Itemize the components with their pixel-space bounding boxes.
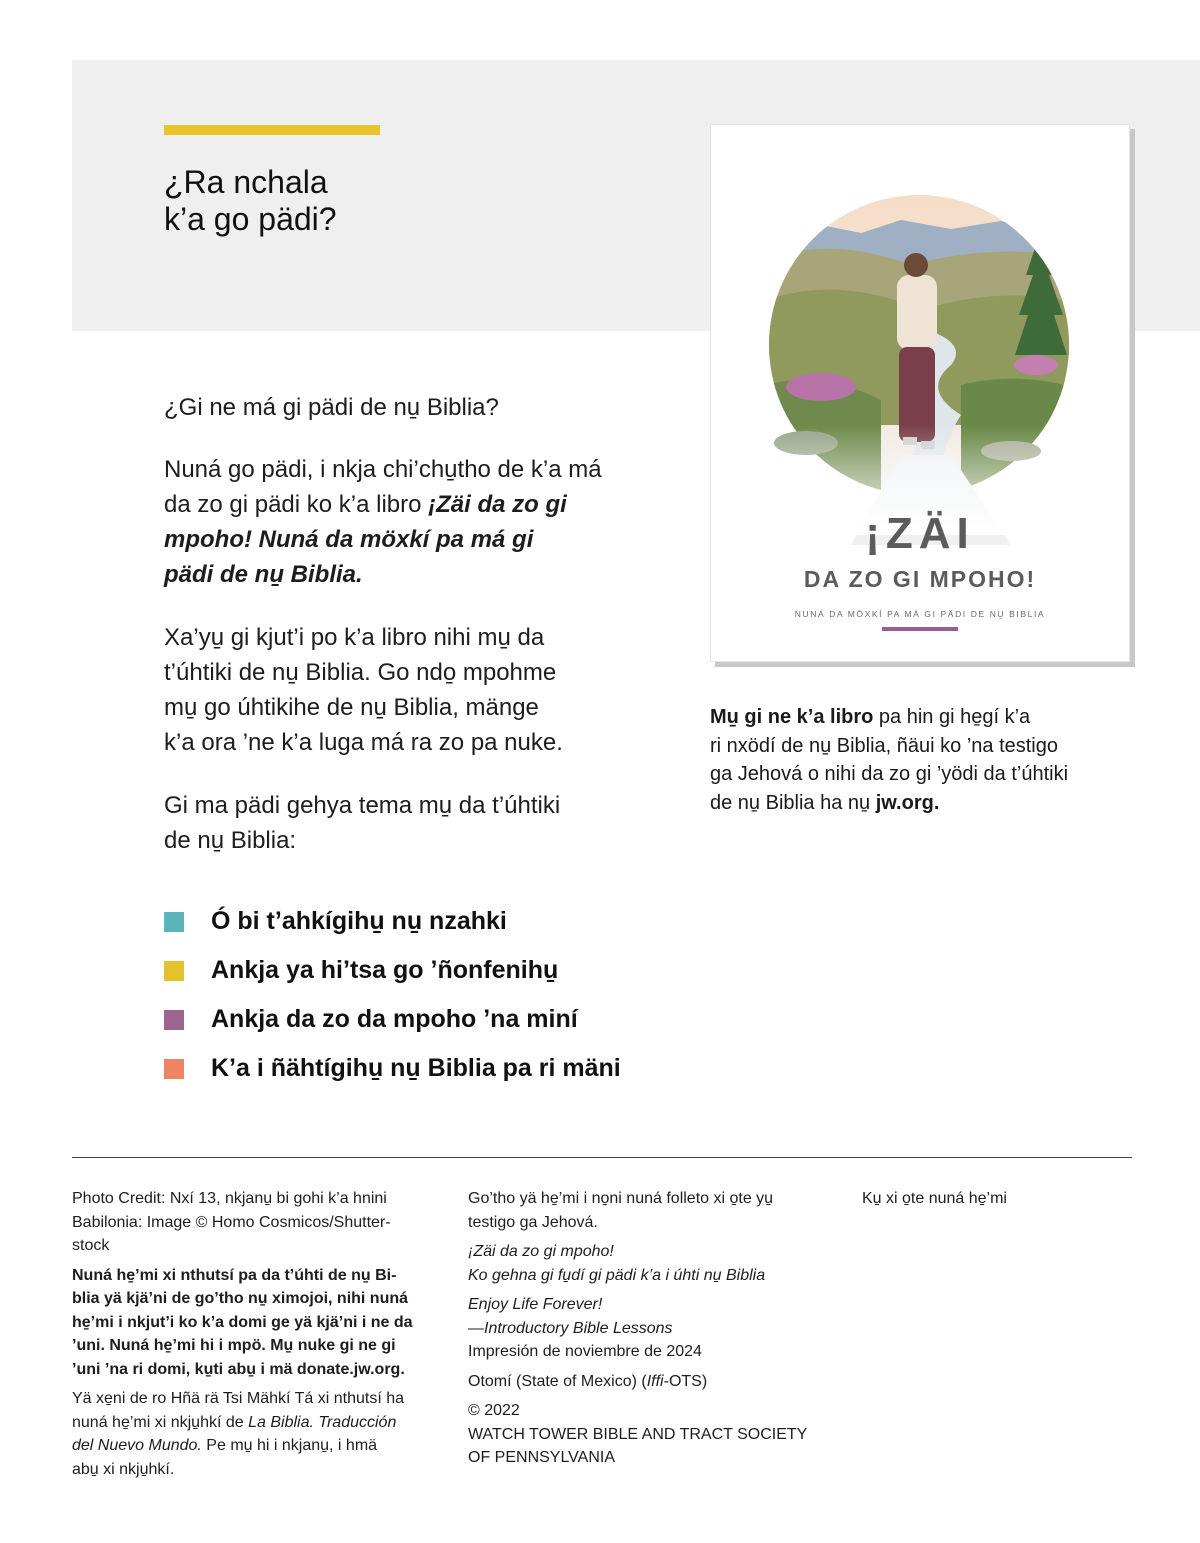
- cover-title-2: DA ZO GI MPOHO!: [803, 566, 1037, 592]
- bible-translation-note: [72, 1387, 442, 1481]
- donation-line: ’uni. Nuná he̱’mi hi i mpö. Mu̱ nuke gi ne gi: [72, 1337, 396, 1354]
- language-start: Otomí (State of Mexico) (: [468, 1372, 647, 1390]
- topic-label: K’a i ñähtígihu̱ nu̱ Biblia pa ri mäni: [211, 1054, 621, 1082]
- square-bullet-icon: [164, 1059, 184, 1079]
- caption-line-1-rest: pa hin gi he̱gí k’a: [873, 706, 1031, 728]
- footer-divider: [72, 1157, 1132, 1158]
- book-title-line: Ko gehna gi fu̱dí gi pädi k’a i úhti nu̱ Biblia: [468, 1266, 766, 1284]
- publisher-line: testigo ga Jehová.: [468, 1213, 598, 1231]
- english-title-line: —Introductory Bible Lessons: [468, 1319, 673, 1337]
- list-item: [164, 946, 621, 995]
- study-line-2: t’úhtiki de nu̱ Biblia. Go ndo̱ mpohme: [164, 659, 557, 686]
- study-line-4: k’a ora ’ne k’a luga má ra zo pa nuke.: [164, 729, 563, 756]
- caption-line-4-start: de nu̱ Biblia ha nu̱: [710, 791, 876, 814]
- donation-line: he̱’mi i nkjut’i ko k’a domi ge yä kjä’ni i ne da: [72, 1313, 413, 1331]
- intro-paragraph: [164, 452, 674, 592]
- topics-intro: [164, 788, 674, 858]
- study-line-1: Xa’yu̱ gi kjut’i po k’a libro nihi mu̱ da: [164, 624, 545, 651]
- square-bullet-icon: [164, 1010, 184, 1030]
- print-date: Impresión de noviembre de 2024: [468, 1343, 702, 1360]
- language-code: Iffi: [646, 1372, 664, 1390]
- cover-accent-rule: [882, 627, 958, 631]
- page-title: [164, 164, 337, 238]
- intro-line-2: da zo gi pädi ko k’a libro: [164, 491, 422, 518]
- book-title-english: [468, 1293, 838, 1364]
- cover-subtitle: NUNÁ DA MÖXKÍ PA MÁ GI PÄDI DE NU̱ BIBLIA: [794, 609, 1046, 619]
- photo-credit: [72, 1187, 442, 1258]
- copyright-line: © 2022: [468, 1402, 520, 1419]
- bible-title-b: del Nuevo Mundo.: [72, 1437, 202, 1454]
- distributor-note: Ku̱ xi o̱te nuná he̱’mi: [862, 1190, 1007, 1207]
- copyright: [468, 1399, 838, 1470]
- book-title-inline-1: ¡Zäi da zo gi: [428, 491, 567, 518]
- topic-list: [164, 897, 621, 1093]
- footer-column-2: [468, 1187, 838, 1476]
- study-line-3: mu̱ go úhtikihe de nu̱ Biblia, mänge: [164, 694, 539, 721]
- bible-title-a: La Biblia. Traducción: [248, 1413, 397, 1431]
- book-title-local: [468, 1240, 838, 1287]
- credit-line: Photo Credit: Nxí 13, nkjanu̱ bi gohi k’a hnini: [72, 1190, 387, 1207]
- caption-line-2: ri nxödí de nu̱ Biblia, ñäui ko ’na testigo: [710, 734, 1058, 757]
- credit-line: stock: [72, 1237, 110, 1254]
- title-line-1: ¿Ra nchala: [164, 164, 328, 200]
- caption-line-1: [710, 703, 1130, 732]
- cover-title: ¡ZÄI: [865, 509, 975, 558]
- credit-line: Babilonia: Image © Homo Cosmicos/Shutter-: [72, 1213, 391, 1231]
- topics-intro-line-1: Gi ma pädi gehya tema mu̱ da t’úhtiki: [164, 792, 561, 819]
- topic-label: Ó bi t’ahkígihu̱ nu̱ nzahki: [211, 907, 507, 935]
- book-title-inline-3: pädi de nu̱ Biblia.: [164, 561, 363, 588]
- topic-label: Ankja ya hi’tsa go ’ñonfenihu̱: [211, 956, 559, 984]
- book-title-line: ¡Zäi da zo gi mpoho!: [468, 1243, 614, 1260]
- intro-line-1: Nuná go pädi, i nkja chi’chu̱tho de k’a má: [164, 456, 602, 483]
- english-title-line: Enjoy Life Forever!: [468, 1296, 603, 1313]
- copyright-line: OF PENNSYLVANIA: [468, 1449, 615, 1466]
- publisher-line: Go’tho yä he̱’mi i no̱ni nuná folleto xi o̱te yu̱: [468, 1190, 774, 1207]
- donation-line: Nuná he̱’mi xi nthutsí pa da t’úhti de nu̱ Bi-: [72, 1266, 397, 1284]
- bible-line: Yä xe̱ni de ro Hñä rä Tsi Mähkí Tá xi nthutsí ha: [72, 1390, 405, 1407]
- bible-line: [72, 1434, 442, 1458]
- jw-org-link[interactable]: jw.org.: [875, 791, 940, 814]
- square-bullet-icon: [164, 961, 184, 981]
- topic-label: Ankja da zo da mpoho ’na miní: [211, 1005, 578, 1033]
- language-line: [468, 1370, 838, 1394]
- study-paragraph: [164, 620, 674, 760]
- list-item: [164, 995, 621, 1044]
- donation-line: blia yä kjä’ni de go’tho nu̱ ximojoi, nihi nuná: [72, 1290, 409, 1307]
- book-caption: [710, 703, 1130, 817]
- copyright-line: WATCH TOWER BIBLE AND TRACT SOCIETY: [468, 1425, 808, 1443]
- topics-intro-line-2: de nu̱ Biblia:: [164, 827, 297, 854]
- title-line-2: k’a go pädi?: [164, 201, 337, 237]
- caption-bold: Mu̱ gi ne k’a libro: [710, 706, 874, 728]
- list-item: [164, 897, 621, 946]
- list-item: [164, 1044, 621, 1093]
- publisher-note: [468, 1187, 838, 1234]
- bible-line: [72, 1411, 442, 1435]
- bible-line-3-rest: Pe mu̱ hi i nkjanu̱, i hmä: [201, 1437, 378, 1454]
- accent-bar: [164, 125, 380, 135]
- donation-note: [72, 1264, 442, 1382]
- language-code-rest: -OTS): [663, 1372, 708, 1390]
- book-cover[interactable]: [710, 124, 1130, 662]
- donation-line: ’uni ’na ri domi, ku̱ti abu̱ i mä donate.jw.org.: [72, 1360, 405, 1378]
- bible-line-2-start: nuná he̱’mi xi nkju̱hkí de: [72, 1413, 249, 1431]
- bible-line: abu̱ xi nkju̱hkí.: [72, 1460, 175, 1478]
- footer-column-3: [862, 1187, 1142, 1217]
- caption-line-3: ga Jehová o nihi da zo gi ’yödi da t’úhtiki: [710, 763, 1069, 785]
- book-title-inline-2: mpoho! Nuná da möxkí pa má gi: [164, 526, 534, 553]
- caption-line-4: [710, 789, 1130, 818]
- footer-column-1: [72, 1187, 442, 1487]
- square-bullet-icon: [164, 912, 184, 932]
- intro-question: ¿Gi ne má gi pädi de nu̱ Biblia?: [164, 394, 499, 421]
